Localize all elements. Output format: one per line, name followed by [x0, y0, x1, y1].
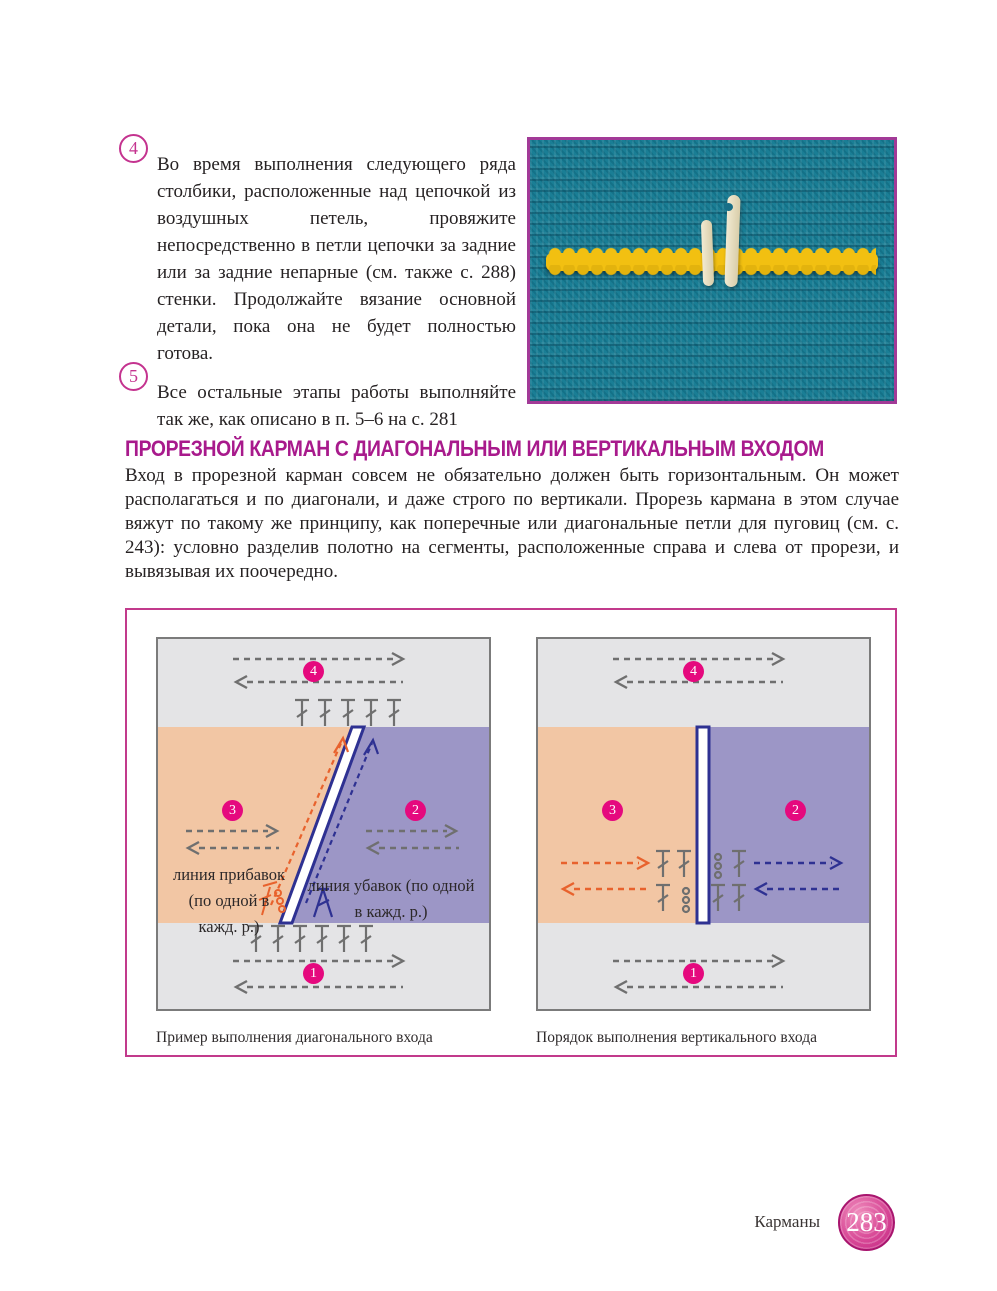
increase-line-label: линия прибавок (по одной в кажд. р.): [172, 865, 285, 936]
sequence-badge-2: [405, 800, 426, 821]
diagram-diagonal-entry: [156, 637, 491, 1011]
sequence-badge-3: [222, 800, 243, 821]
step-text: Все остальные этапы работы выполняйте так же, как описано в п. 5–6 на с. 281: [157, 382, 516, 430]
badge-number: 2: [412, 802, 419, 818]
diagram-panel: [125, 608, 897, 1057]
footer-section-label: Карманы: [754, 1212, 820, 1231]
sequence-badge-4: [683, 661, 704, 682]
crochet-hook-icon: [701, 220, 714, 286]
badge-number: 2: [792, 802, 799, 818]
step-number: 4: [129, 138, 138, 158]
step-number-badge: [119, 134, 148, 163]
badge-number: 1: [690, 965, 697, 981]
diagram-caption: Порядок выполнения вертикального входа: [536, 1029, 817, 1046]
badge-number: 4: [310, 663, 317, 679]
section-paragraph: Вход в прорезной карман совсем не обязательно должен быть горизонтальным. Он может располагаться и по диагонали, и даже строго по вертикали. Прорезь кармана в этом случае вяжут по такому же принципу, как поперечные или диагональные петли для пуговиц (см. с. 243): условно разделив полотно на сегменты, расположенные справа и слева от прорези, и вывязывая их поочередно.: [125, 465, 899, 582]
sequence-badge-2: [785, 800, 806, 821]
pocket-slit: [697, 727, 709, 923]
sequence-badge-1: [683, 963, 704, 984]
page-number-badge: [838, 1194, 895, 1251]
sequence-badge-3: [602, 800, 623, 821]
diagram-caption: Пример выполнения диагонального входа: [156, 1029, 433, 1046]
badge-number: 3: [229, 802, 236, 818]
step-number: 5: [129, 366, 138, 386]
badge-number: 4: [690, 663, 697, 679]
section-heading: ПРОРЕЗНОЙ КАРМАН С ДИАГОНАЛЬНЫМ ИЛИ ВЕРТИКАЛЬНЫМ ВХОДОМ: [125, 436, 824, 461]
diagonal-entry-graphic: [156, 637, 491, 1011]
step-number-badge: [119, 362, 148, 391]
badge-number: 3: [609, 802, 616, 818]
badge-number: 1: [310, 965, 317, 981]
diagram-vertical-entry: [536, 637, 871, 1011]
sequence-badge-1: [303, 963, 324, 984]
sequence-badge-4: [303, 661, 324, 682]
crochet-photo: [527, 137, 897, 404]
page-number: 283: [846, 1207, 887, 1237]
step-text: Во время выполнения следующего ряда столбики, расположенные над цепочкой из воздушных петель, провяжите непосредственно в петли цепочки за задние или за задние непарные (см. также с. 288) стенки. Продолжайте вязание основной детали, пока она не будет полностью готова.: [157, 154, 516, 364]
vertical-entry-graphic: [536, 637, 871, 1011]
decrease-line-label: линия убавок (по одной в кажд. р.): [307, 876, 475, 921]
